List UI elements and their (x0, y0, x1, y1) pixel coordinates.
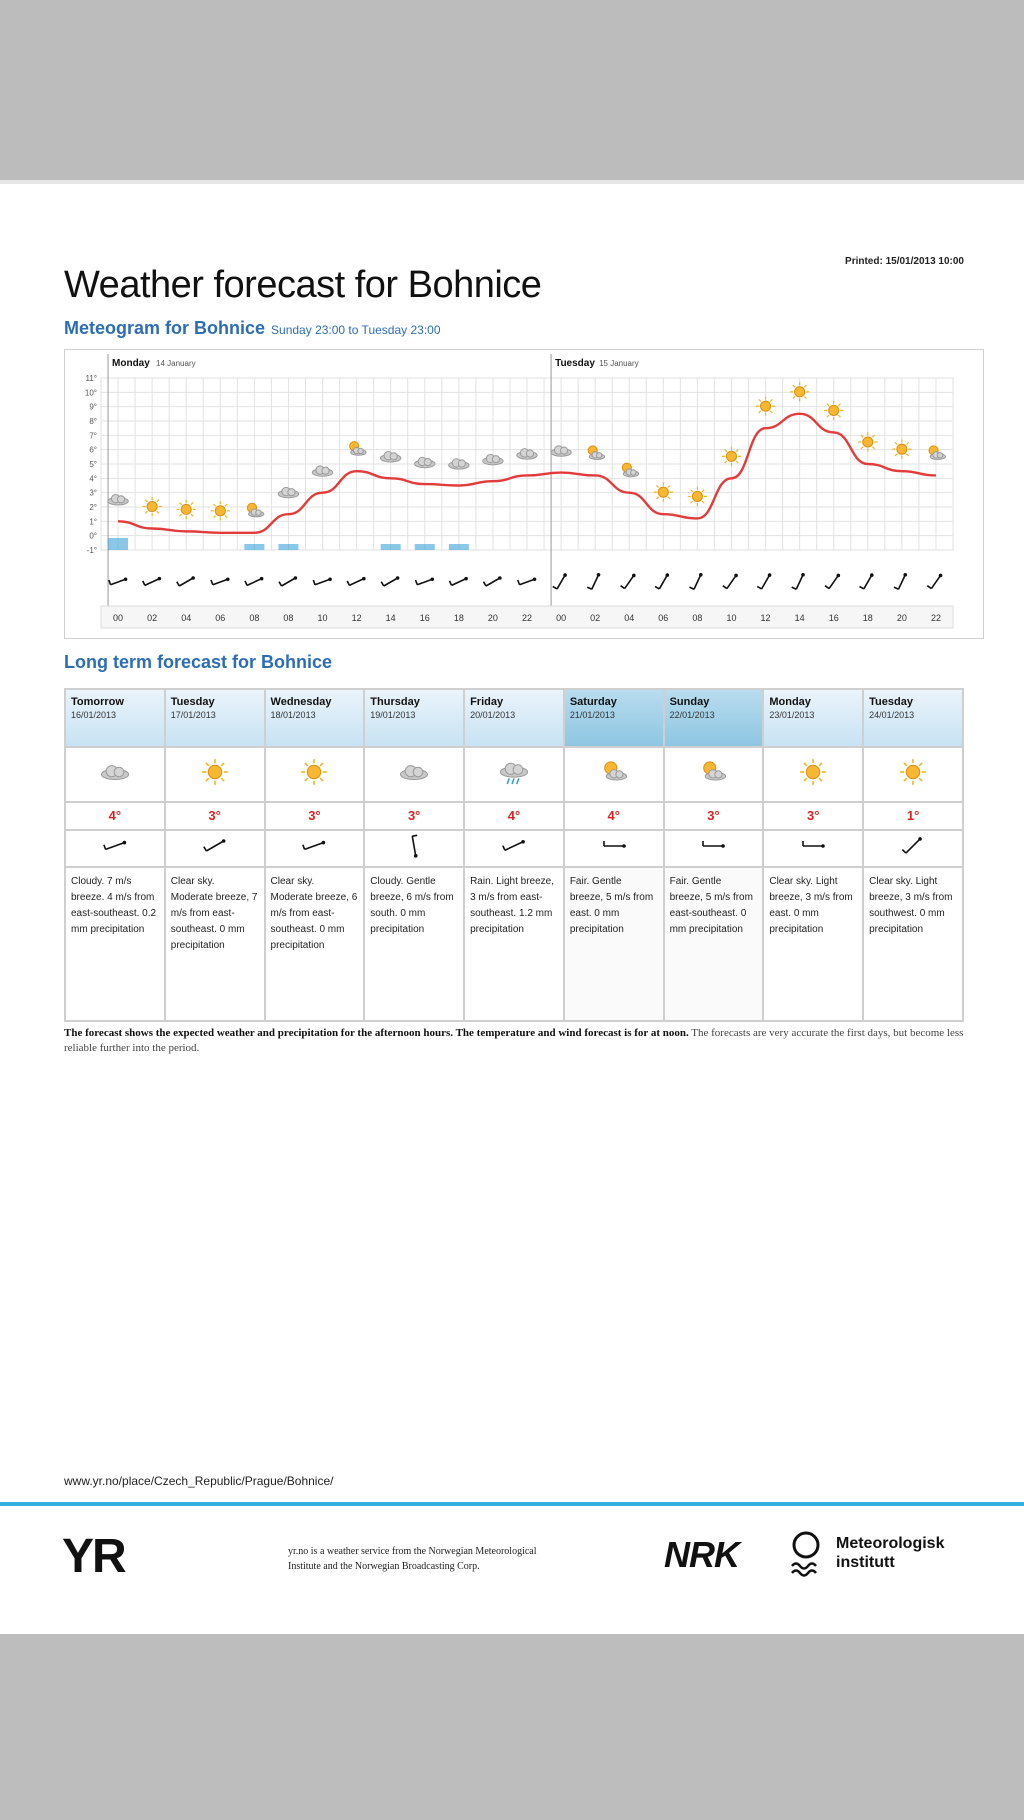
precipitation-bar (381, 544, 401, 550)
day-wind-cell (165, 830, 265, 867)
hour-label: 06 (215, 613, 226, 623)
day-name: Sunday (669, 696, 710, 708)
forecast-note (64, 1026, 974, 1056)
wind-arrow-icon (655, 573, 669, 589)
hour-label: 18 (453, 613, 464, 623)
wind-arrow-icon (381, 576, 399, 586)
hour-label: 10 (317, 613, 328, 623)
day-description: Rain. Light breeze, 3 m/s from east-southeast. 1.2 mm precipitation (464, 867, 564, 1021)
sun-icon (858, 432, 877, 451)
precipitation-bar (449, 544, 469, 550)
y-tick-label: 11° (85, 374, 97, 383)
day-temperature: 4° (564, 802, 664, 830)
wind-arrow-icon (793, 831, 833, 861)
wind-arrow-icon (621, 574, 636, 589)
wind-arrow-icon (483, 576, 501, 586)
day-header (664, 689, 764, 747)
note-bold: The forecast shows the expected weather and precipitation for the afternoon hours. The temperature and wind forecast is for at noon. (64, 1027, 689, 1039)
day-header (165, 689, 265, 747)
document-page[interactable] (0, 184, 1024, 1634)
day-header (464, 689, 564, 747)
day-header (863, 689, 963, 747)
day-name: Friday (470, 696, 504, 708)
day-icon-cell (664, 747, 764, 802)
wind-arrow-icon (494, 831, 534, 861)
day-description: Fair. Gentle breeze, 5 m/s from east-southeast. 0 mm precipitation (664, 867, 764, 1021)
y-tick-label: 7° (89, 431, 97, 441)
precipitation-bar (244, 544, 264, 550)
y-tick-label: 9° (89, 402, 97, 412)
day-name: Monday (769, 696, 811, 708)
day-date: 18/01/2013 (270, 710, 316, 720)
sun-icon (722, 447, 741, 466)
y-tick-label: 1° (89, 517, 97, 527)
longterm-heading: Long term forecast for Bohnice (64, 652, 333, 672)
day-label-name: Monday (112, 358, 150, 369)
day-label-date: 15 January (599, 359, 639, 368)
day-description: Clear sky. Light breeze, 3 m/s from east. 0 mm precipitation (763, 867, 863, 1021)
footer-about: yr.no is a weather service from the Norwegian Meteorological Institute and the Norwegian Broadcasting Corp. (288, 1546, 537, 1572)
meteogram-title: Meteogram for Bohnice (64, 318, 266, 338)
y-tick-label: 4° (89, 474, 97, 484)
day-wind-cell (664, 830, 764, 867)
day-temperature: 3° (165, 802, 265, 830)
day-icon-cell (165, 747, 265, 802)
day-name: Tuesday (869, 696, 913, 708)
day-header (65, 689, 165, 747)
hour-label: 00 (113, 613, 124, 623)
longterm-table (64, 688, 964, 1022)
meteogram-hour-labels (101, 606, 953, 628)
day-icon-cell (464, 747, 564, 802)
day-wind-cell (763, 830, 863, 867)
day-description: Fair. Gentle breeze, 5 m/s from east. 0 mm precipitation (564, 867, 664, 1021)
y-tick-label: -1° (86, 546, 97, 555)
wind-arrow-icon (195, 831, 235, 861)
day-date: 23/01/2013 (769, 710, 815, 720)
day-header (564, 689, 664, 747)
day-description: Cloudy. 7 m/s breeze. 4 m/s from east-southeast. 0.2 mm precipitation (65, 867, 165, 1021)
wind-arrow-icon (279, 576, 297, 586)
day-name: Saturday (569, 696, 617, 708)
wind-arrow-icon (347, 577, 365, 586)
hour-label: 16 (419, 613, 430, 623)
hour-label: 08 (283, 613, 294, 623)
wind-arrow-icon (757, 573, 771, 589)
hour-label: 14 (794, 613, 805, 623)
day-temperature: 4° (65, 802, 165, 830)
day-name: Tomorrow (71, 696, 124, 708)
hour-label: 18 (862, 613, 873, 623)
sun-icon (143, 497, 162, 516)
hour-label: 22 (521, 613, 533, 623)
sun-icon (284, 748, 344, 796)
sun-icon (883, 748, 943, 796)
note-light: The forecasts are very accurate the first days, but become less reliable further into the period. (64, 1027, 964, 1054)
yr-logo: YR (62, 1530, 125, 1583)
meteogram-grid (101, 378, 953, 550)
day-icon-cell (863, 747, 963, 802)
hour-label: 16 (828, 613, 839, 623)
wind-arrow-icon (177, 576, 195, 586)
day-header (763, 689, 863, 747)
day-date: 22/01/2013 (669, 710, 715, 720)
day-description: Clear sky. Moderate breeze, 7 m/s from east-southeast. 0 mm precipitation (165, 867, 265, 1021)
day-wind-cell (564, 830, 664, 867)
wind-arrow-icon (518, 577, 537, 584)
hour-label: 20 (487, 613, 498, 623)
cloud-icon (85, 748, 145, 796)
day-icon-cell (65, 747, 165, 802)
cloud-icon (384, 748, 444, 796)
day-icon-cell (364, 747, 464, 802)
day-icon-cell (265, 747, 365, 802)
wind-arrow-icon (792, 573, 805, 589)
wind-arrow-icon (859, 573, 873, 589)
wind-arrow-icon (553, 573, 567, 589)
hour-label: 10 (726, 613, 737, 623)
day-name: Thursday (370, 696, 420, 708)
hour-label: 14 (385, 613, 396, 623)
met-institute-logo-icon (786, 1530, 826, 1578)
day-wind-cell (364, 830, 464, 867)
day-wind-cell (65, 830, 165, 867)
sun-icon (756, 397, 775, 416)
top-background (0, 0, 1024, 180)
day-date: 20/01/2013 (470, 710, 516, 720)
wind-arrow-icon (894, 573, 907, 589)
day-wind-cell (464, 830, 564, 867)
hour-label: 08 (249, 613, 260, 623)
day-temperature: 3° (364, 802, 464, 830)
meteogram-y-ticks (85, 374, 97, 555)
day-header (265, 689, 365, 747)
hour-label: 00 (556, 613, 567, 623)
sun-icon (211, 501, 230, 520)
partly-cloudy-icon (584, 748, 644, 796)
day-name: Wednesday (270, 696, 332, 708)
day-date: 24/01/2013 (869, 710, 915, 720)
day-date: 21/01/2013 (569, 710, 615, 720)
meteogram-wind-row (109, 573, 943, 589)
meteogram-subtitle: Sunday 23:00 to Tuesday 23:00 (271, 323, 441, 337)
day-temperature: 3° (763, 802, 863, 830)
wind-arrow-icon (109, 577, 128, 584)
place-url[interactable]: www.yr.no/place/Czech_Republic/Prague/Bohnice/ (64, 1474, 334, 1488)
wind-arrow-icon (211, 577, 230, 584)
hour-label: 02 (590, 613, 601, 623)
longterm-header-row (65, 689, 963, 747)
wind-arrow-icon (449, 577, 467, 586)
hour-label: 20 (896, 613, 907, 623)
day-header (364, 689, 464, 747)
sun-icon (688, 487, 707, 506)
y-tick-label: 0° (89, 531, 97, 541)
day-icon-cell (564, 747, 664, 802)
hour-label: 04 (181, 613, 192, 623)
sun-icon (177, 500, 196, 519)
hour-label: 06 (658, 613, 669, 623)
day-date: 16/01/2013 (71, 710, 117, 720)
wind-arrow-icon (587, 573, 600, 589)
longterm-wind-row (65, 830, 963, 867)
sun-icon (892, 440, 911, 459)
wind-arrow-icon (143, 577, 161, 586)
sun-icon (654, 483, 673, 502)
y-tick-label: 8° (89, 417, 97, 426)
day-temperature: 3° (265, 802, 365, 830)
day-description: Clear sky. Moderate breeze, 6 m/s from east-southeast. 0 mm precipitation (265, 867, 365, 1021)
meteogram-svg (65, 350, 983, 638)
day-icon-cell (763, 747, 863, 802)
day-date: 17/01/2013 (170, 710, 216, 720)
y-tick-label: 5° (89, 460, 97, 469)
hour-label: 12 (760, 613, 771, 623)
day-description: Clear sky. Light breeze, 3 m/s from southwest. 0 mm precipitation (863, 867, 963, 1021)
wind-arrow-icon (825, 574, 840, 589)
day-description: Cloudy. Gentle breeze, 6 m/s from south. 0 mm precipitation (364, 867, 464, 1021)
hour-label: 02 (147, 613, 158, 623)
day-temperature: 1° (863, 802, 963, 830)
precipitation-bar (108, 538, 128, 550)
wind-arrow-icon (689, 573, 702, 589)
wind-arrow-icon (416, 577, 435, 584)
wind-arrow-icon (893, 831, 933, 861)
y-tick-label: 10° (84, 388, 97, 398)
wind-arrow-icon (394, 831, 434, 861)
day-label-date: 14 January (156, 359, 196, 368)
wind-arrow-icon (693, 831, 733, 861)
sun-icon (783, 748, 843, 796)
sun-icon (185, 748, 245, 796)
hour-label: 12 (351, 613, 362, 623)
met-institute-name (836, 1534, 944, 1572)
partly-cloudy-icon (683, 748, 743, 796)
bottom-background (0, 1634, 1024, 1820)
nrk-logo: NRK (664, 1534, 739, 1575)
day-name: Tuesday (170, 696, 215, 708)
sun-icon (824, 401, 843, 420)
wind-arrow-icon (294, 831, 334, 861)
hour-label: 04 (624, 613, 635, 623)
meteogram-chart (64, 349, 984, 639)
day-temperature: 4° (464, 802, 564, 830)
day-wind-cell (863, 830, 963, 867)
hour-label: 22 (930, 613, 941, 623)
rain-icon (484, 748, 544, 796)
wind-arrow-icon (245, 577, 263, 586)
y-tick-label: 6° (89, 445, 97, 455)
y-tick-label: 2° (89, 503, 97, 512)
wind-arrow-icon (95, 831, 135, 861)
sun-icon (790, 382, 809, 401)
page-title: Weather forecast for Bohnice (64, 264, 542, 306)
precipitation-bar (415, 544, 435, 550)
wind-arrow-icon (594, 831, 634, 861)
printed-date: Printed: 15/01/2013 10:00 (845, 256, 964, 267)
met-line-1: Meteorologisk (836, 1535, 945, 1552)
wind-arrow-icon (723, 574, 738, 589)
meteogram-heading (64, 318, 441, 339)
y-tick-label: 3° (89, 488, 97, 498)
longterm-temp-row (65, 802, 963, 830)
longterm-icon-row (65, 747, 963, 802)
day-wind-cell (265, 830, 365, 867)
longterm-desc-row (65, 867, 963, 1021)
day-label-name: Tuesday (555, 358, 595, 369)
wind-arrow-icon (313, 577, 332, 584)
day-date: 19/01/2013 (370, 710, 416, 720)
hour-label: 08 (692, 613, 703, 623)
day-temperature: 3° (664, 802, 764, 830)
wind-arrow-icon (927, 574, 942, 589)
met-line-2: institutt (836, 1554, 895, 1571)
footer-rule (0, 1502, 1024, 1506)
precipitation-bar (278, 544, 298, 550)
